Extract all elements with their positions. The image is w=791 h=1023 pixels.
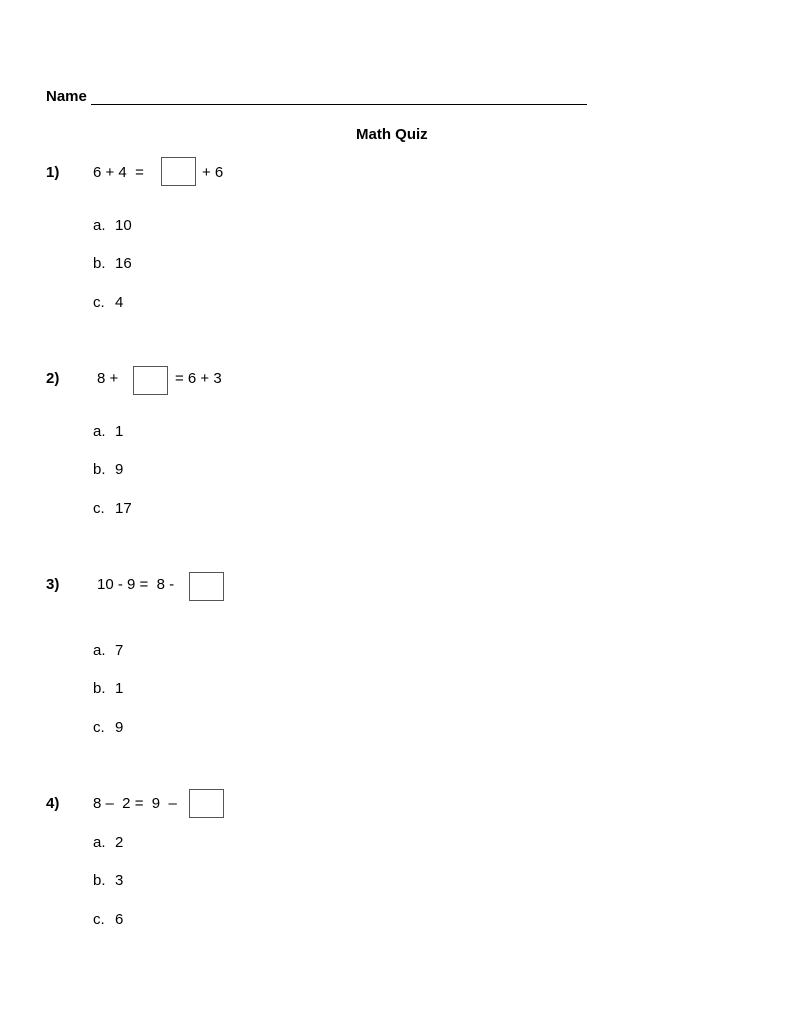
question-2-equation-right: = 6 + 3 <box>175 370 222 387</box>
option-letter: b. <box>93 680 106 697</box>
question-3-option-b[interactable] <box>93 680 123 697</box>
question-2-answer-box[interactable] <box>133 366 168 395</box>
question-2-number: 2) <box>46 370 60 387</box>
option-letter: c. <box>93 500 105 517</box>
question-1-option-b[interactable] <box>93 255 132 272</box>
option-value: 1 <box>115 423 124 440</box>
option-value: 9 <box>115 461 124 478</box>
option-value: 3 <box>115 872 124 889</box>
name-blank-line[interactable] <box>91 88 587 105</box>
name-label: Name <box>46 88 87 105</box>
question-3-option-c[interactable] <box>93 719 123 736</box>
question-1-number: 1) <box>46 164 60 181</box>
question-3-equation-left: 10 - 9 = 8 - <box>97 576 175 593</box>
option-letter: a. <box>93 834 106 851</box>
question-1-option-c[interactable] <box>93 294 123 311</box>
question-4-number: 4) <box>46 795 60 812</box>
option-letter: a. <box>93 217 106 234</box>
quiz-title: Math Quiz <box>356 126 428 143</box>
option-value: 1 <box>115 680 124 697</box>
option-value: 10 <box>115 217 132 234</box>
name-field-row <box>46 88 587 105</box>
option-value: 16 <box>115 255 132 272</box>
question-4-equation-left: 8 – 2 = 9 – <box>93 795 177 812</box>
question-3-number: 3) <box>46 576 60 593</box>
option-value: 9 <box>115 719 124 736</box>
option-value: 7 <box>115 642 124 659</box>
question-3-option-a[interactable] <box>93 642 123 659</box>
question-1-equation-left: 6 + 4 = <box>93 164 144 181</box>
option-letter: a. <box>93 423 106 440</box>
question-2-option-b[interactable] <box>93 461 123 478</box>
option-value: 17 <box>115 500 132 517</box>
question-2-option-a[interactable] <box>93 423 123 440</box>
question-1-equation-right: + 6 <box>202 164 224 181</box>
option-value: 6 <box>115 911 124 928</box>
option-letter: b. <box>93 461 106 478</box>
question-4-option-a[interactable] <box>93 834 123 851</box>
question-4-option-c[interactable] <box>93 911 123 928</box>
question-3-answer-box[interactable] <box>189 572 224 601</box>
question-1-answer-box[interactable] <box>161 157 196 186</box>
option-value: 2 <box>115 834 124 851</box>
option-letter: b. <box>93 255 106 272</box>
question-4-option-b[interactable] <box>93 872 123 889</box>
option-letter: c. <box>93 911 105 928</box>
option-value: 4 <box>115 294 124 311</box>
question-2-option-c[interactable] <box>93 500 132 517</box>
option-letter: a. <box>93 642 106 659</box>
question-1-option-a[interactable] <box>93 217 132 234</box>
option-letter: c. <box>93 294 105 311</box>
question-4-answer-box[interactable] <box>189 789 224 818</box>
option-letter: b. <box>93 872 106 889</box>
question-2-equation-left: 8 + <box>97 370 119 387</box>
option-letter: c. <box>93 719 105 736</box>
